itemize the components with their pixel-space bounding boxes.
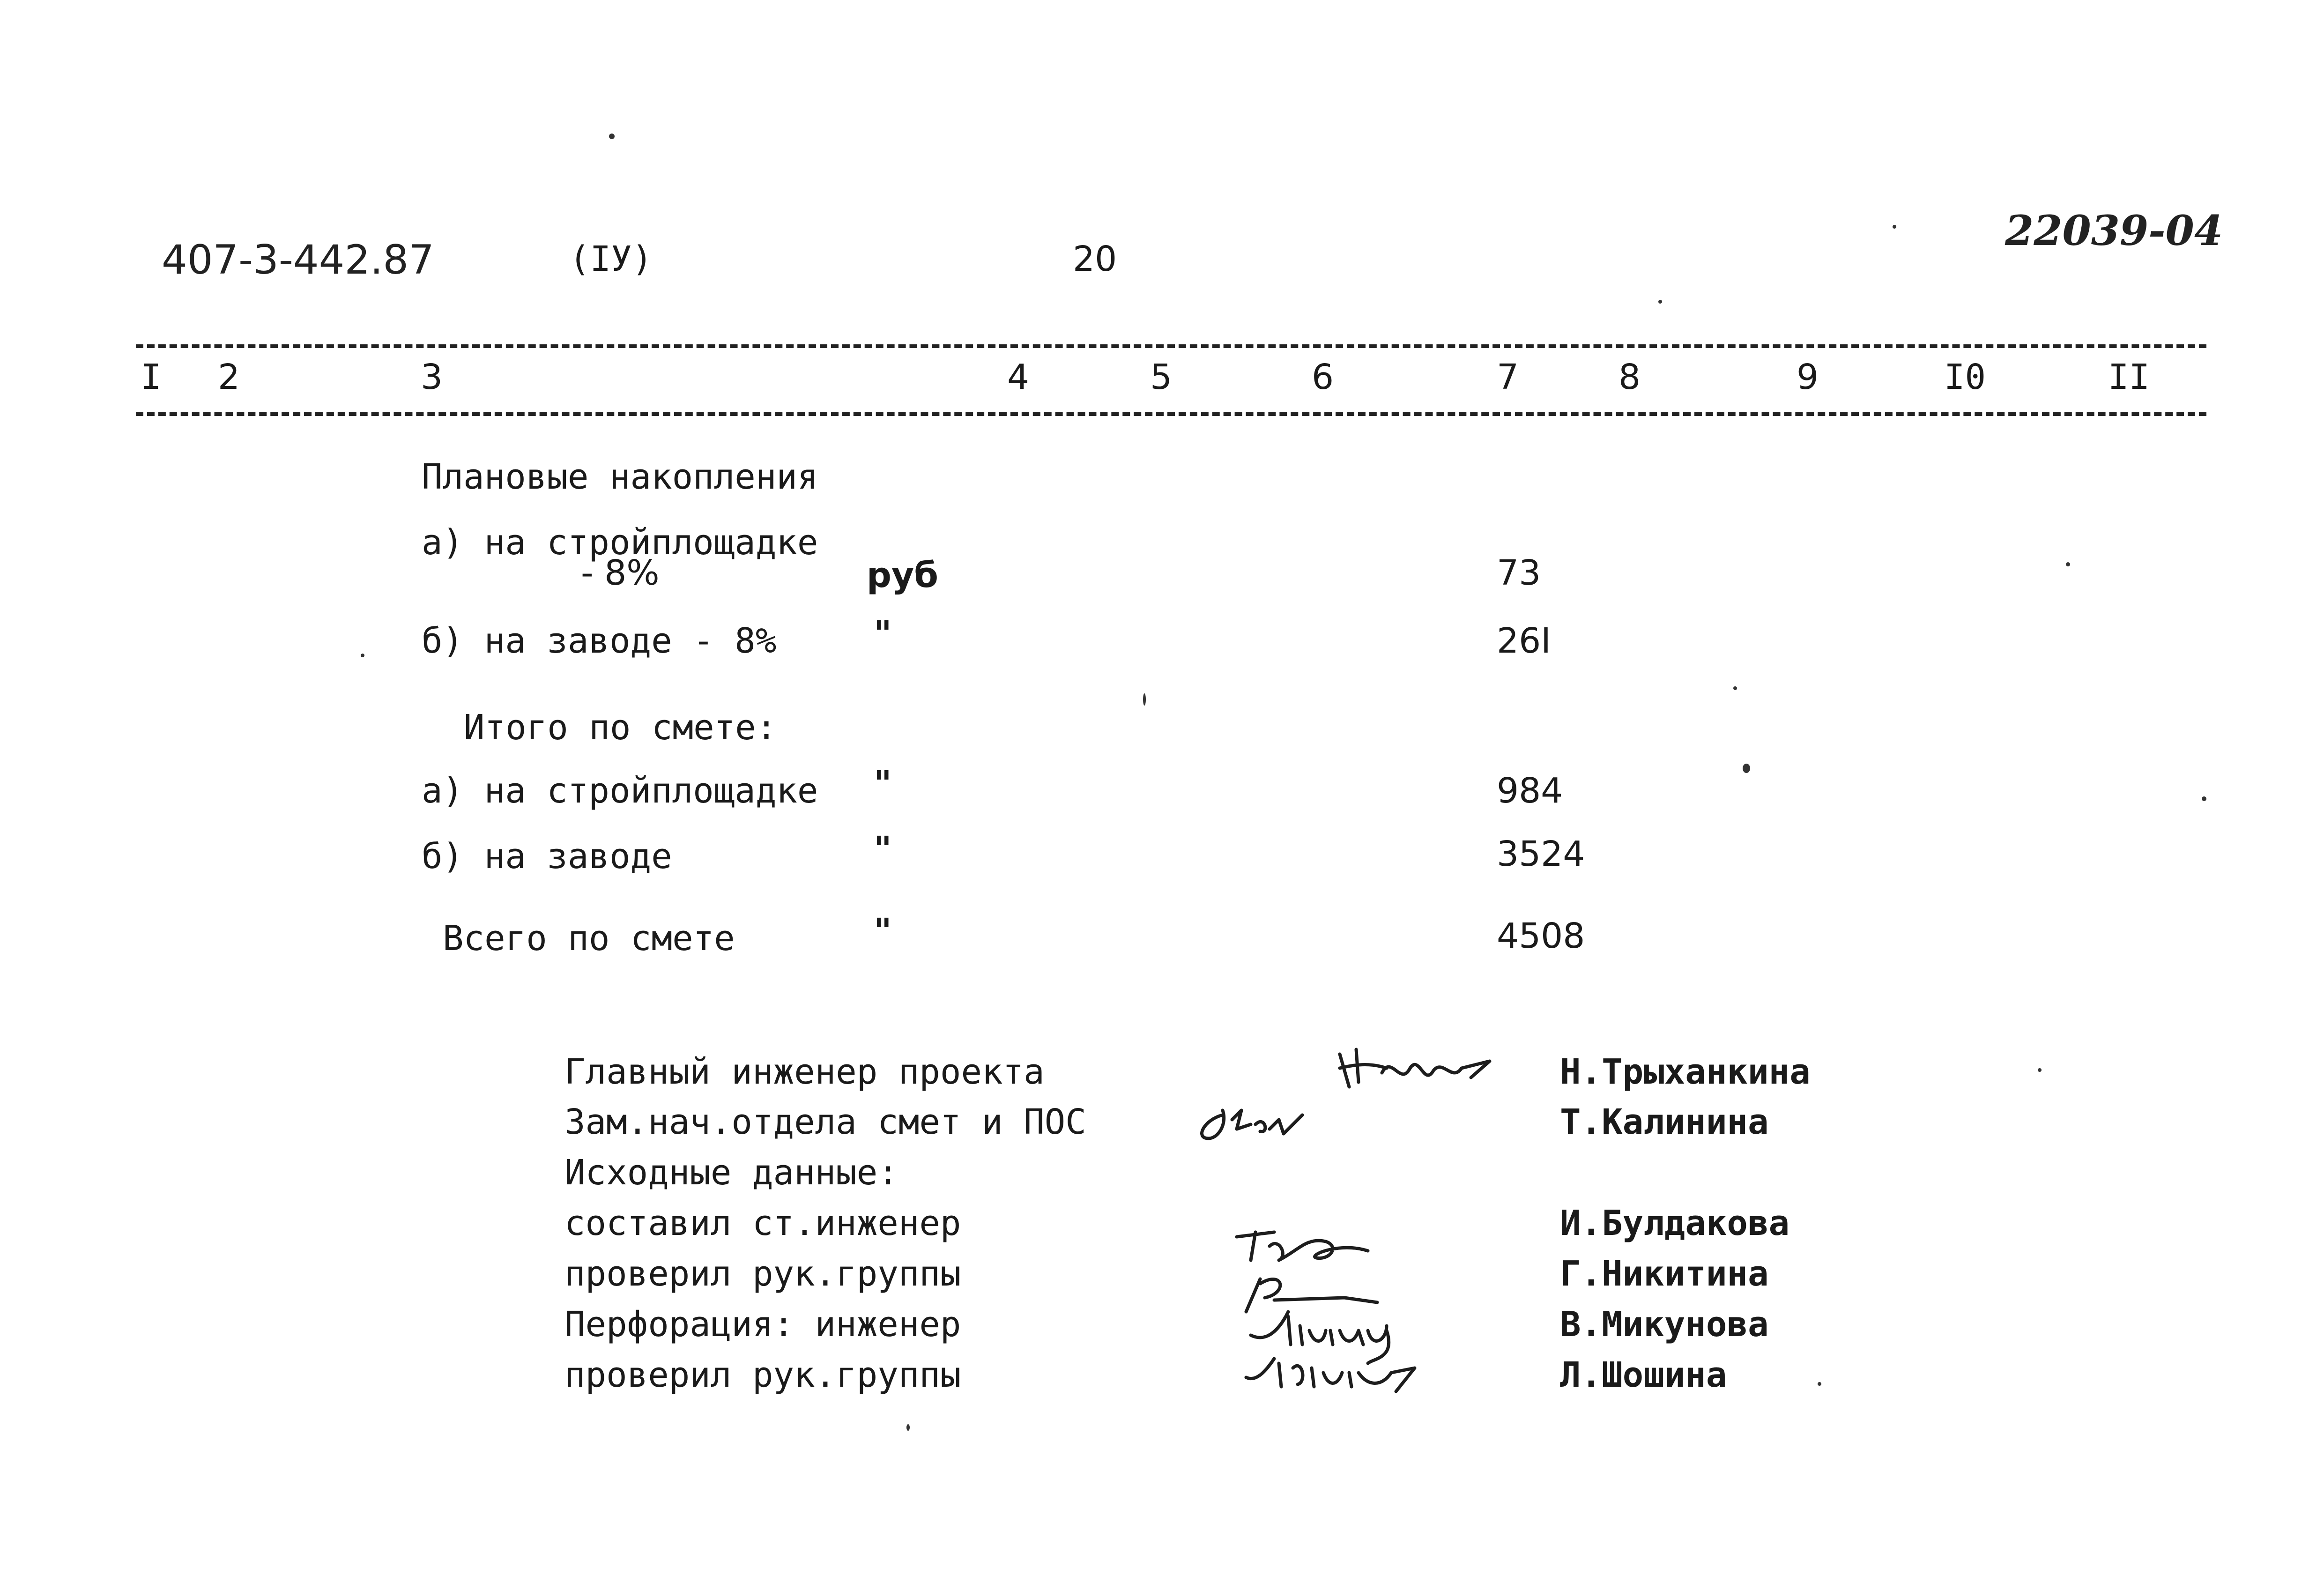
signature-role-7: проверил рук.группы [564,1355,961,1395]
total-a-unit: " [874,764,892,804]
signature-name-4: И.Булдакова [1560,1203,1790,1243]
grand-total-unit: " [874,911,892,952]
plan-title: Плановые накопления [422,457,818,497]
signature-role-3: Исходные данные: [564,1152,898,1193]
scan-speck [906,1424,910,1431]
scan-speck [361,654,364,657]
column-header-3: 3 [421,357,443,397]
column-header-9: 9 [1797,357,1819,397]
plan-b-unit: " [874,614,892,654]
total-a-label: а) на стройплощадке [422,771,818,811]
scan-speck [2202,796,2206,801]
signature-role-4: составил ст.инженер [564,1203,961,1243]
scan-speck [1733,686,1737,690]
signature-name-2: Т.Калинина [1560,1102,1769,1142]
total-title: Итого по смете: [464,707,777,748]
page-number: 20 [1073,239,1117,279]
column-header-6: 6 [1312,357,1334,397]
column-header-2: 2 [218,357,240,397]
total-b-value: 3524 [1497,834,1585,874]
scan-speck [1658,300,1662,304]
header-top-rule [136,344,2206,348]
column-header-4: 4 [1007,357,1030,397]
signature-scribble-1 [1330,1035,1518,1096]
document-code: 407-3-442.87 [162,237,434,283]
column-header-1: I [141,357,162,397]
total-b-unit: " [874,829,892,870]
column-header-10: I0 [1944,357,1986,397]
grand-total-value: 4508 [1497,916,1585,956]
plan-a-unit: руб [867,555,938,595]
signature-name-6: В.Микунова [1560,1304,1769,1345]
signature-role-5: проверил рук.группы [564,1254,961,1294]
plan-b-value: 26I [1497,621,1551,661]
scan-speck [1893,225,1896,229]
signature-name-7: Л.Шошина [1560,1355,1727,1395]
column-header-5: 5 [1150,357,1173,397]
scan-speck [2038,1068,2042,1072]
signature-role-1: Главный инженер проекта [564,1052,1045,1092]
signature-scribble-2 [1190,1092,1344,1148]
scan-speck [1818,1382,1821,1386]
plan-a-percent: - 8% [581,553,660,593]
signature-role-6: Перфорация: инженер [564,1304,961,1345]
plan-b-label: б) на заводе - 8% [422,621,777,661]
plan-a-value: 73 [1497,553,1541,593]
column-header-11: II [2108,357,2150,397]
signature-name-5: Г.Никитина [1560,1254,1769,1294]
total-a-value: 984 [1497,771,1563,811]
column-header-7: 7 [1497,357,1519,397]
scan-speck [1143,693,1146,706]
archive-number: 22039-04 [2005,206,2223,255]
scan-speck [609,134,615,139]
plan-a-label: а) на стройплощадке [422,522,818,563]
signature-role-2: Зам.нач.отдела смет и ПОС [564,1102,1086,1142]
signature-scribble-3 [1232,1218,1429,1396]
signature-name-1: Н.Трыханкина [1560,1052,1811,1092]
section-code: (IУ) [569,239,653,279]
header-bottom-rule [136,412,2206,416]
scan-speck [1743,764,1750,773]
total-b-label: б) на заводе [422,836,672,877]
column-header-8: 8 [1619,357,1641,397]
grand-total-label: Всего по смете [443,918,735,959]
scan-speck [2066,562,2070,566]
